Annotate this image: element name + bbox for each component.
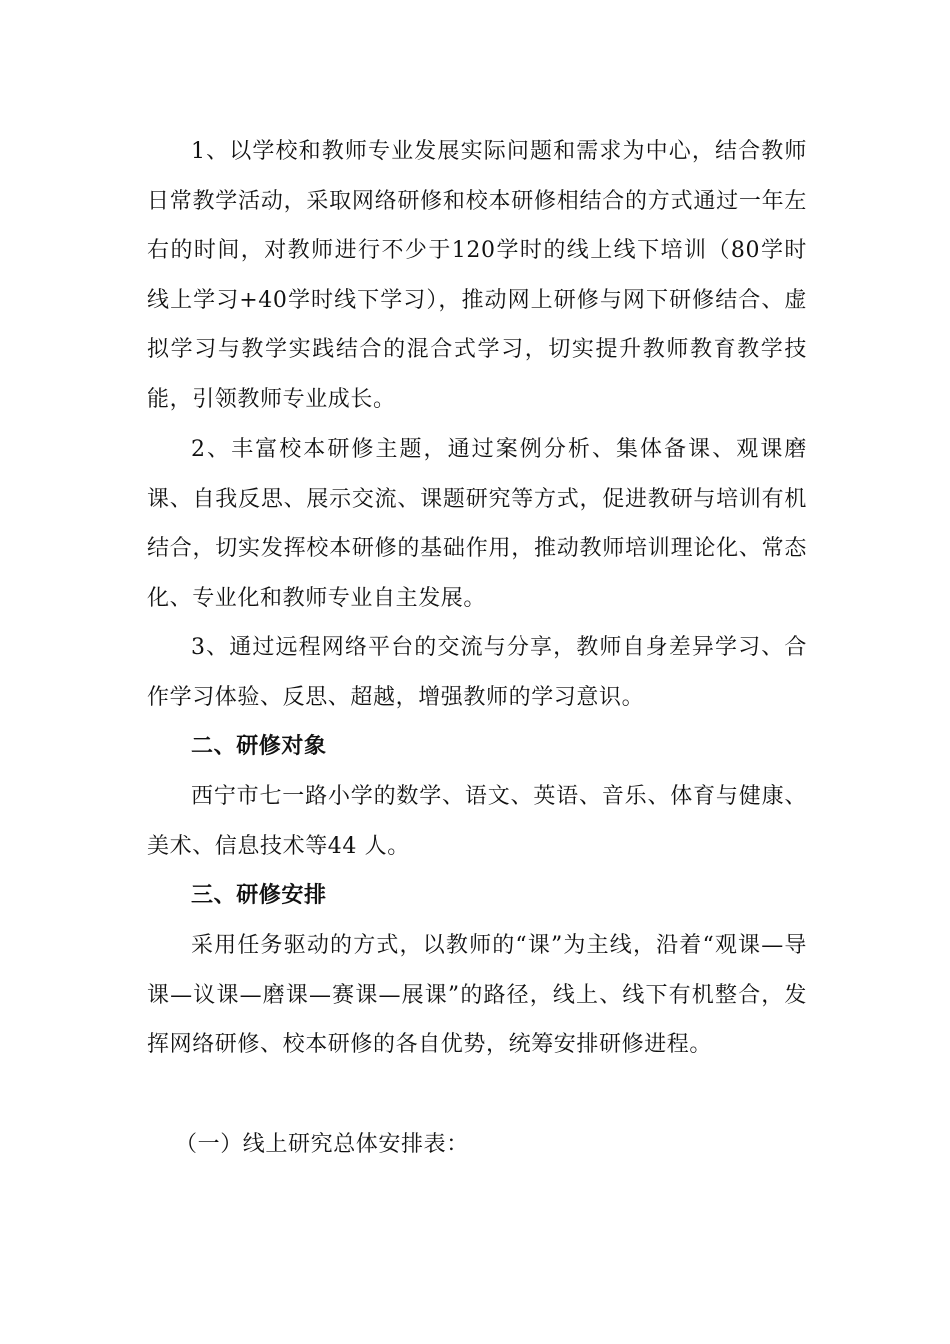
- section-heading-research-target: 二、研修对象: [191, 734, 327, 759]
- section-heading-research-arrangement: 三、研修安排: [191, 883, 327, 908]
- paragraph-research-arrangement: 采用任务驱动的方式，以教师的“课”为主线，沿着“观课—导课—议课—磨课—赛课—展课”的路径，线上、线下有机整合，发挥网络研修、校本研修的各自优势，统筹安排研修进程。: [147, 933, 807, 1057]
- paragraph-goal-1: 1、以学校和教师专业发展实际问题和需求为中心，结合教师日常教学活动，采取网络研修和校本研修相结合的方式通过一年左右的时间，对教师进行不少于120学时的线上线下培训（80学时线上学习+40学时线下学习），推动网上研修与网下研修结合、虚拟学习与教学实践结合的混合式学习，切实提升教师教育教学技能，引领教师专业成长。: [147, 139, 807, 412]
- paragraph-goal-2: 2、丰富校本研修主题，通过案例分析、集体备课、观课磨课、自我反思、展示交流、课题研究等方式，促进教研与培训有机结合，切实发挥校本研修的基础作用，推动教师培训理论化、常态化、专业化和教师专业自主发展。: [147, 437, 807, 611]
- subheading-online-schedule: （一）线上研究总体安排表：: [175, 1132, 469, 1157]
- paragraph-research-target: 西宁市七一路小学的数学、语文、英语、音乐、体育与健康、美术、信息技术等44 人。: [147, 784, 807, 859]
- paragraph-goal-3: 3、通过远程网络平台的交流与分享，教师自身差异学习、合作学习体验、反思、超越，增强教师的学习意识。: [147, 635, 807, 710]
